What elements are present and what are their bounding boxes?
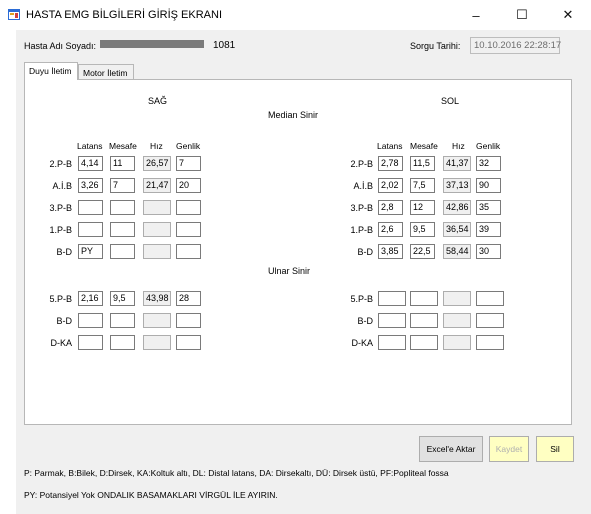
latency-input[interactable]: 2,8 [378, 200, 403, 215]
amplitude-input[interactable] [476, 335, 504, 350]
col-speed-right: Hız [150, 141, 163, 151]
row-label: A.İ.B [52, 181, 72, 191]
amplitude-input[interactable] [176, 222, 201, 237]
tab-sensory-conduction[interactable]: Duyu İletim [24, 62, 78, 80]
amplitude-input[interactable]: 39 [476, 222, 501, 237]
right-side-title: SAĞ [148, 96, 168, 106]
distance-input[interactable] [410, 291, 438, 306]
speed-field: 43,98 [143, 291, 171, 306]
latency-input[interactable] [78, 200, 103, 215]
latency-input[interactable]: 2,16 [78, 291, 103, 306]
export-excel-button[interactable]: Excel'e Aktar [419, 436, 483, 462]
amplitude-input[interactable]: 7 [176, 156, 201, 171]
row-label: B-D [56, 316, 72, 326]
row-label: 5.P-B [350, 294, 373, 304]
amplitude-input[interactable]: 35 [476, 200, 501, 215]
distance-input[interactable]: 11,5 [410, 156, 435, 171]
amplitude-input[interactable] [476, 291, 504, 306]
close-button[interactable]: ✕ [562, 7, 574, 22]
distance-input[interactable] [110, 244, 135, 259]
distance-input[interactable] [110, 335, 135, 350]
patient-name-value [100, 40, 204, 48]
speed-field: 26,57 [143, 156, 171, 171]
date-label: Sorgu Tarihi: [410, 41, 461, 51]
tab-motor-conduction[interactable]: Motor İletim [78, 64, 134, 80]
col-distance-left: Mesafe [410, 141, 438, 151]
row-label: 1.P-B [49, 225, 72, 235]
legend-abbreviations: P: Parmak, B:Bilek, D:Dirsek, KA:Koltuk altı, DL: Distal latans, DA: Dirsekaltı, DÜ: Dirsek üstü, PF:Popliteal fossa [24, 468, 449, 478]
row-label: A.İ.B [353, 181, 373, 191]
latency-input[interactable] [78, 313, 103, 328]
median-nerve-title: Median Sinir [268, 110, 319, 120]
latency-input[interactable] [78, 222, 103, 237]
window-title: HASTA EMG BİLGİLERİ GİRİŞ EKRANI [26, 9, 223, 21]
row-label: B-D [357, 316, 373, 326]
row-label: 3.P-B [49, 203, 72, 213]
amplitude-input[interactable] [176, 244, 201, 259]
row-label: 3.P-B [350, 203, 373, 213]
speed-field: 37,13 [443, 178, 471, 193]
col-latency-left: Latans [377, 141, 403, 151]
distance-input[interactable] [410, 313, 438, 328]
speed-field [143, 244, 171, 259]
col-distance-right: Mesafe [109, 141, 137, 151]
distance-input[interactable]: 9,5 [410, 222, 435, 237]
left-side-title: SOL [441, 96, 460, 106]
distance-input[interactable]: 12 [410, 200, 435, 215]
ulnar-nerve-title: Ulnar Sinir [268, 266, 311, 276]
col-speed-left: Hız [452, 141, 465, 151]
distance-input[interactable] [110, 313, 135, 328]
speed-field: 41,37 [443, 156, 471, 171]
speed-field: 42,86 [443, 200, 471, 215]
row-label: B-D [357, 247, 373, 257]
latency-input[interactable] [378, 313, 406, 328]
speed-field [143, 313, 171, 328]
row-label: 1.P-B [350, 225, 373, 235]
distance-input[interactable]: 7 [110, 178, 135, 193]
col-amplitude-right: Genlik [176, 141, 201, 151]
speed-field: 21,47 [143, 178, 171, 193]
maximize-button[interactable]: ☐ [516, 7, 528, 22]
patient-id: 1081 [213, 40, 236, 51]
latency-input[interactable]: 2,02 [378, 178, 403, 193]
distance-input[interactable]: 11 [110, 156, 135, 171]
col-latency-right: Latans [77, 141, 103, 151]
amplitude-input[interactable]: 90 [476, 178, 501, 193]
query-date-field[interactable]: 10.10.2016 22:28:17 [470, 37, 560, 54]
speed-field [443, 335, 471, 350]
distance-input[interactable] [110, 200, 135, 215]
latency-input[interactable]: 3,85 [378, 244, 403, 259]
legend-instructions: PY: Potansiyel Yok ONDALIK BASAMAKLARI VİRGÜL İLE AYIRIN. [24, 490, 278, 500]
speed-field: 58,44 [443, 244, 471, 259]
minimize-button[interactable]: – [472, 7, 480, 23]
col-amplitude-left: Genlik [476, 141, 501, 151]
speed-field [443, 291, 471, 306]
speed-field [143, 335, 171, 350]
latency-input[interactable] [378, 291, 406, 306]
row-label: D-KA [50, 338, 72, 348]
latency-input[interactable]: 3,26 [78, 178, 103, 193]
speed-field [443, 313, 471, 328]
distance-input[interactable]: 9,5 [110, 291, 135, 306]
amplitude-input[interactable]: 28 [176, 291, 201, 306]
amplitude-input[interactable] [176, 200, 201, 215]
row-label: 2.P-B [49, 159, 72, 169]
speed-field [143, 222, 171, 237]
latency-input[interactable]: 2,6 [378, 222, 403, 237]
distance-input[interactable]: 22,5 [410, 244, 435, 259]
amplitude-input[interactable] [476, 313, 504, 328]
amplitude-input[interactable] [176, 313, 201, 328]
speed-field [143, 200, 171, 215]
title-bar [0, 0, 591, 30]
amplitude-input[interactable] [176, 335, 201, 350]
latency-input[interactable] [378, 335, 406, 350]
row-label: B-D [56, 247, 72, 257]
save-button[interactable]: Kaydet [489, 436, 529, 462]
amplitude-input[interactable]: 20 [176, 178, 201, 193]
latency-input[interactable]: 4,14 [78, 156, 103, 171]
latency-input[interactable]: PY [78, 244, 103, 259]
distance-input[interactable] [110, 222, 135, 237]
row-label: 5.P-B [49, 294, 72, 304]
latency-input[interactable]: 2,78 [378, 156, 403, 171]
distance-input[interactable]: 7,5 [410, 178, 435, 193]
app-icon [8, 9, 20, 20]
distance-input[interactable] [410, 335, 438, 350]
delete-button[interactable]: Sil [536, 436, 574, 462]
speed-field: 36,54 [443, 222, 471, 237]
row-label: 2.P-B [350, 159, 373, 169]
latency-input[interactable] [78, 335, 103, 350]
amplitude-input[interactable]: 30 [476, 244, 501, 259]
amplitude-input[interactable]: 32 [476, 156, 501, 171]
row-label: D-KA [351, 338, 373, 348]
patient-name-label: Hasta Adı Soyadı: [24, 41, 97, 51]
